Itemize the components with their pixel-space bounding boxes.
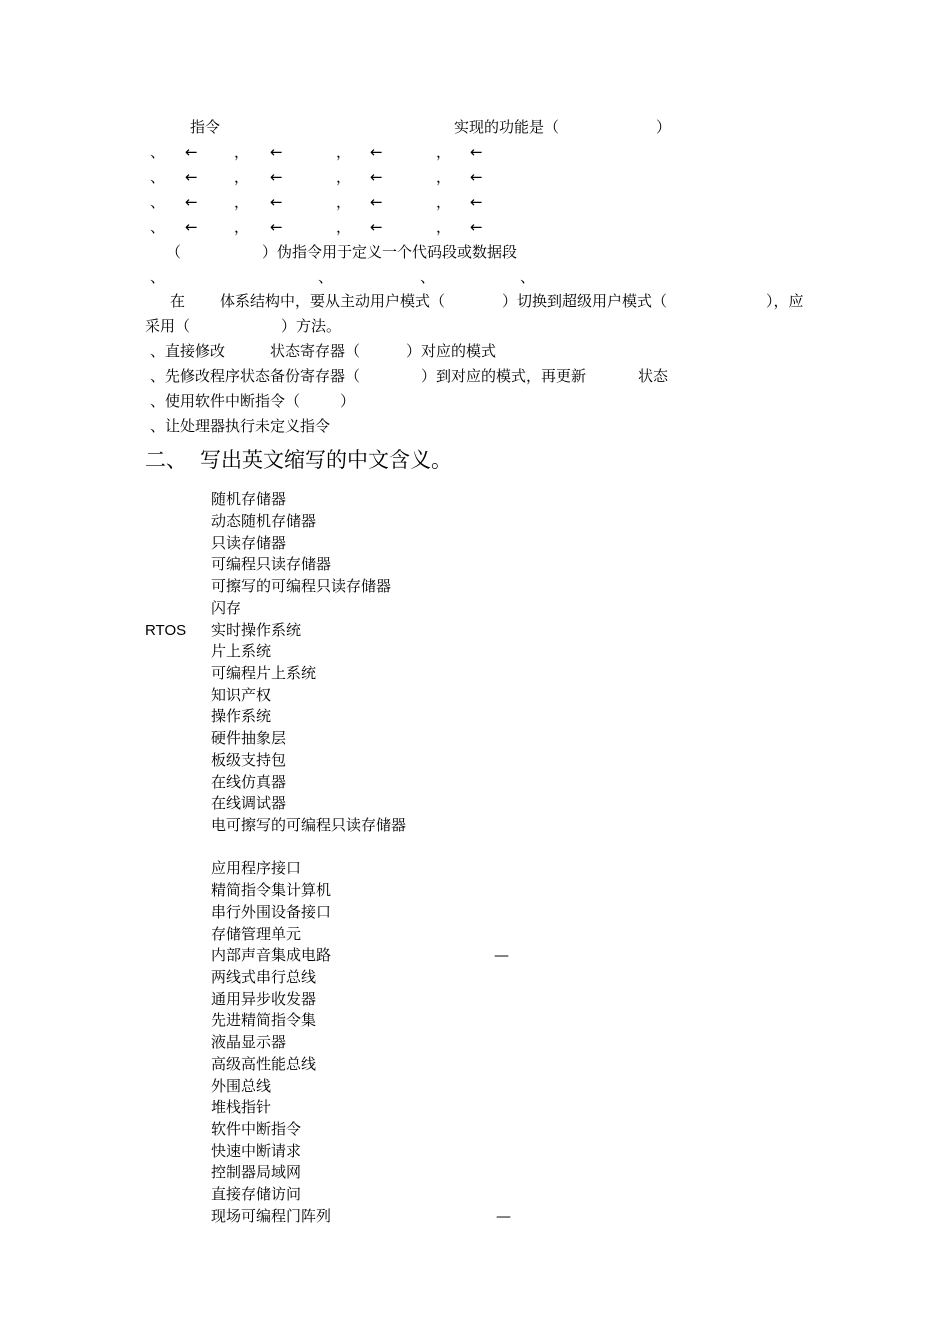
q1-arrow: ← [370,168,383,186]
list-item: 精简指令集计算机 [211,881,332,899]
q2-option-sep: 、 [150,268,166,286]
q3-ying-text: ），应 [766,292,804,310]
list-item: 现场可编程门阵列 [211,1207,332,1225]
q3-word-zai: 在 [170,292,186,310]
list-item: 可编程片上系统 [211,664,317,682]
q1-arrow: ← [185,193,198,211]
list-item: 外围总线 [211,1077,272,1095]
q1-comma: ， [234,218,250,236]
q1-row-sep: 、 [150,218,166,236]
q1-arrow: ← [470,193,483,211]
list-item: 内部声音集成电路 [211,946,332,964]
list-item: 随机存储器 [211,490,287,508]
q1-arrow: ← [370,143,383,161]
q1-arrow: ← [470,168,483,186]
list-item: 存储管理单元 [211,925,302,943]
q2-text: ）伪指令用于定义一个代码段或数据段 [262,243,518,261]
q2-option-sep: 、 [520,268,536,286]
q1-arrow: ← [185,218,198,236]
q1-instruction-label: 指令 [190,118,221,136]
dash-mark: — [496,1207,511,1225]
q1-arrow: ← [470,143,483,161]
q3-option-c: 、使用软件中断指令（ [150,392,301,410]
q3-method-text: ）方法。 [281,317,342,335]
q3-caiyong-text: 采用（ [145,317,191,335]
q1-arrow: ← [470,218,483,236]
list-item: 先进精简指令集 [211,1011,317,1029]
q1-row-sep: 、 [150,168,166,186]
q1-comma: ， [336,193,352,211]
q1-comma: ， [234,193,250,211]
q1-comma: ， [436,193,452,211]
q3-option-a-mid: 状态寄存器（ [270,342,361,360]
q1-row-sep: 、 [150,193,166,211]
list-item: 可编程只读存储器 [211,555,332,573]
q1-arrow: ← [370,218,383,236]
q1-function-label: 实现的功能是（ [454,118,560,136]
q1-arrow: ← [270,193,283,211]
q3-arch-text: 体系结构中，要从主动用户模式（ [220,292,446,310]
q1-comma: ， [234,168,250,186]
list-item: 高级高性能总线 [211,1055,317,1073]
q1-arrow: ← [185,143,198,161]
list-item: 知识产权 [211,686,272,704]
list-item: 动态随机存储器 [211,512,317,530]
section-number: 二、 [145,448,187,472]
list-item: 控制器局域网 [211,1163,302,1181]
q1-comma: ， [336,218,352,236]
q1-arrow: ← [270,218,283,236]
q1-paren-close: ） [656,118,672,136]
q3-option-a: 、直接修改 [150,342,226,360]
list-item: 板级支持包 [211,751,287,769]
list-item: 直接存储访问 [211,1185,302,1203]
list-item: 在线仿真器 [211,773,287,791]
list-item: 闪存 [211,599,242,617]
q2-paren-open: （ [166,243,182,261]
list-item: 两线式串行总线 [211,968,317,986]
list-item: 只读存储器 [211,534,287,552]
list-item: 液晶显示器 [211,1033,287,1051]
q2-option-sep: 、 [318,268,334,286]
q1-comma: ， [436,218,452,236]
q1-row-sep: 、 [150,143,166,161]
q1-comma: ， [436,168,452,186]
dash-mark: — [494,946,509,964]
list-item: 电可擦写的可编程只读存储器 [211,816,407,834]
q3-switch-text: ）切换到超级用户模式（ [502,292,668,310]
q3-option-d: 、让处理器执行未定义指令 [150,417,331,435]
abbreviation-code: RTOS [145,622,187,639]
q1-comma: ， [234,143,250,161]
list-item: 软件中断指令 [211,1120,302,1138]
q1-arrow: ← [270,143,283,161]
q1-arrow: ← [270,168,283,186]
list-item: 片上系统 [211,642,272,660]
list-item: 通用异步收发器 [211,990,317,1008]
list-item: 操作系统 [211,707,272,725]
q3-option-b-mid: ）到对应的模式，再更新 [421,367,587,385]
list-item: 在线调试器 [211,794,287,812]
q3-option-b: 、先修改程序状态备份寄存器（ [150,367,361,385]
q1-comma: ， [336,143,352,161]
section-title: 写出英文缩写的中文含义。 [200,448,452,472]
list-item: 快速中断请求 [211,1142,302,1160]
list-item: 串行外围设备接口 [211,903,332,921]
q3-option-a-end: ）对应的模式 [406,342,497,360]
list-item: 可擦写的可编程只读存储器 [211,577,392,595]
q3-option-c-end: ） [340,392,356,410]
q1-arrow: ← [370,193,383,211]
q1-comma: ， [336,168,352,186]
list-item: 实时操作系统 [211,621,302,639]
q3-option-b-end: 状态 [638,367,669,385]
list-item: 堆栈指针 [211,1098,272,1116]
list-item: 硬件抽象层 [211,729,287,747]
q1-arrow: ← [185,168,198,186]
list-item: 应用程序接口 [211,859,302,877]
q2-option-sep: 、 [420,268,436,286]
q1-comma: ， [436,143,452,161]
